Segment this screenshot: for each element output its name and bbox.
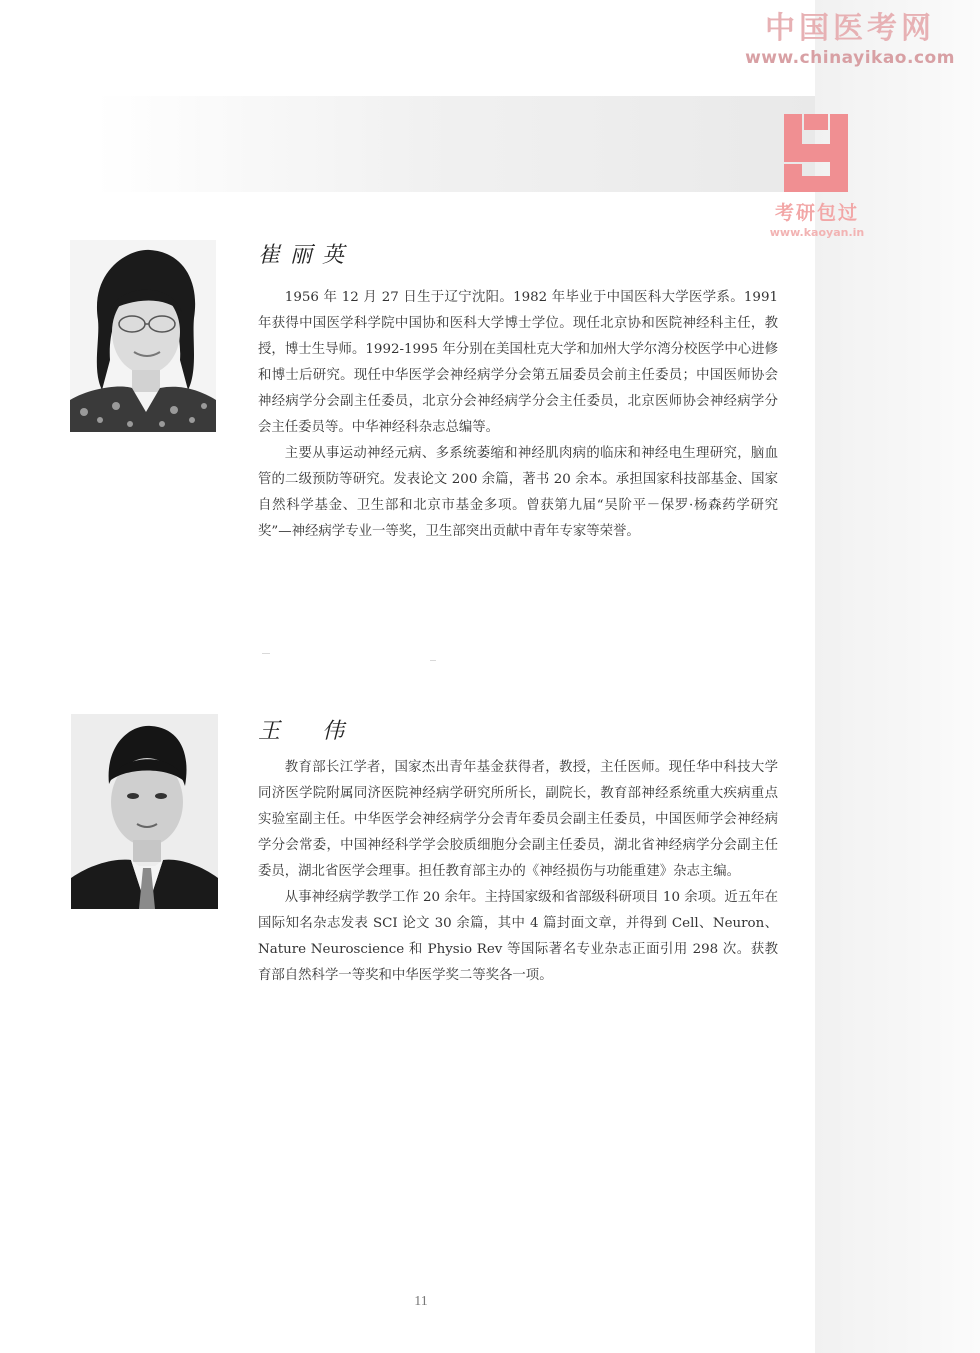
bio-paragraph: 1956 年 12 月 27 日生于辽宁沈阳。1982 年毕业于中国医科大学医学系。1991 年获得中国医学科学院中国协和医科大学博士学位。现任北京协和医院神经科主任，教授，博士生导师。1992-1995 年分别在美国杜克大学和加州大学尔湾分校医学中心进修和博士后研究。现任中华医学会神经病学分会第五届委员会前主任委员；中国医师协会神经病学分会副主任委员，北京分会神经病学分会主任委员，北京医师协会神经病学分会主任委员等。中华神经科杂志总编等。 <box>258 290 778 435</box>
divider-mark <box>430 660 436 661</box>
profile-bio <box>258 755 778 989</box>
header-shadow-band <box>95 96 815 192</box>
kaoyan-watermark-name: 考研包过 <box>774 202 859 224</box>
bio-paragraph: 从事神经病学教学工作 20 余年。主持国家级和省部级科研项目 10 余项。近五年在国际知名杂志发表 SCI 论文 30 余篇，其中 4 篇封面文章，并得到 Cell、Neuron、Nature Neuroscience 和 Physio Rev 等国际著名专业杂志正面引用 298 次。获教育部自然科学一等奖和中华医学奖二等奖各一项。 <box>258 890 778 983</box>
kaoyan-logo-icon <box>774 110 860 196</box>
divider-mark <box>262 653 270 654</box>
site-watermark-url: www.chinayikao.com <box>745 48 955 68</box>
profile-bio <box>258 285 778 545</box>
portrait-photo-female <box>70 240 216 432</box>
site-watermark-title: 中国医考网 <box>765 11 935 46</box>
kaoyan-watermark <box>762 110 872 239</box>
page-number: 11 <box>414 1294 428 1309</box>
profile-name: 王 伟 <box>258 719 355 744</box>
profile-name: 崔丽英 <box>258 243 355 268</box>
bio-paragraph: 主要从事运动神经元病、多系统萎缩和神经肌肉病的临床和神经电生理研究，脑血管的二级预防等研究。发表论文 200 余篇，著书 20 余本。承担国家科技部基金、国家自然科学基金、卫生部和北京市基金多项。曾获第九届“吴阶平－保罗·杨森药学研究奖”—神经病学专业一等奖，卫生部突出贡献中青年专家等荣誉。 <box>258 446 778 539</box>
site-watermark <box>730 10 970 68</box>
kaoyan-watermark-url: www.kaoyan.in <box>769 226 865 239</box>
portrait-photo-male <box>71 714 218 909</box>
bio-paragraph: 教育部长江学者，国家杰出青年基金获得者，教授，主任医师。现任华中科技大学同济医学院附属同济医院神经病学研究所所长，副院长，教育部神经系统重大疾病重点实验室副主任。中华医学会神经病学分会青年委员会副主任委员，中国医师学会神经病学分会常委，中国神经科学学会胶质细胞分会副主任委员，湖北省神经病学分会副主任委员，湖北省医学会理事。担任教育部主办的《神经损伤与功能重建》杂志主编。 <box>258 760 778 879</box>
